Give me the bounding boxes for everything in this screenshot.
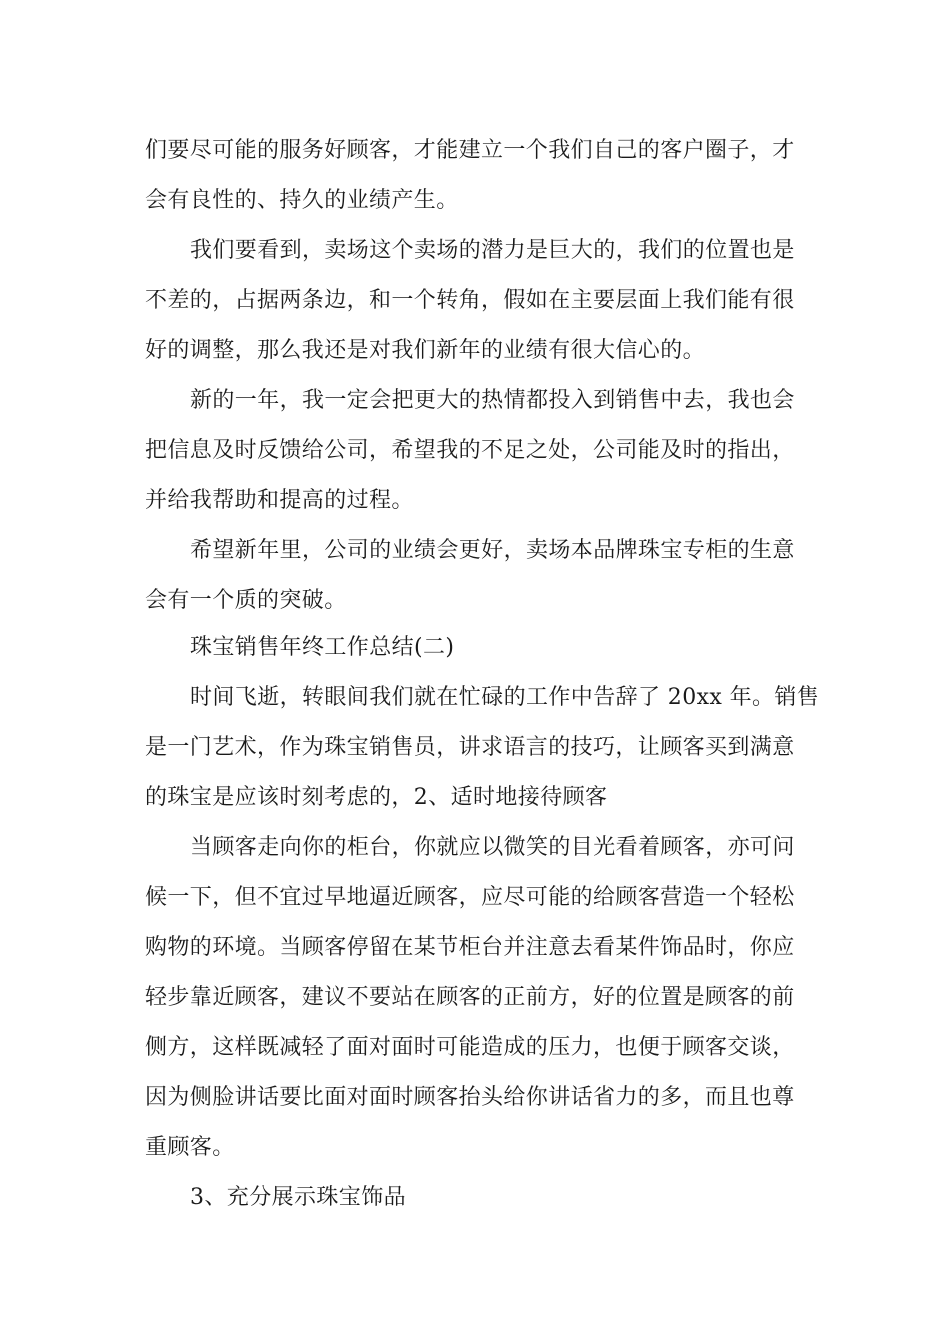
section-heading: 珠宝销售年终工作总结(二) xyxy=(190,635,455,660)
text-line: 购物的环境。当顾客停留在某节柜台并注意去看某件饰品时，你应 xyxy=(145,935,795,960)
text-line: 轻步靠近顾客，建议不要站在顾客的正前方，好的位置是顾客的前 xyxy=(145,985,795,1010)
paragraph-start: 希望新年里，公司的业绩会更好，卖场本品牌珠宝专柜的生意 xyxy=(190,538,795,563)
text-line: 把信息及时反馈给公司，希望我的不足之处，公司能及时的指出， xyxy=(145,438,795,463)
text-line: 不差的，占据两条边，和一个转角，假如在主要层面上我们能有很 xyxy=(145,288,795,313)
section-heading: 3、充分展示珠宝饰品 xyxy=(190,1185,406,1210)
text-line: 好的调整，那么我还是对我们新年的业绩有很大信心的。 xyxy=(145,338,706,363)
text-line: 的珠宝是应该时刻考虑的，2、适时地接待顾客 xyxy=(145,785,608,810)
text-line: 们要尽可能的服务好顾客，才能建立一个我们自己的客户圈子，才 xyxy=(145,138,795,163)
paragraph-start: 新的一年，我一定会把更大的热情都投入到销售中去，我也会 xyxy=(190,388,795,413)
text-line: 会有良性的、持久的业绩产生。 xyxy=(145,188,459,213)
text-line: 重顾客。 xyxy=(145,1135,235,1160)
paragraph-start: 我们要看到，卖场这个卖场的潜力是巨大的，我们的位置也是 xyxy=(190,238,795,263)
text-line: 是一门艺术，作为珠宝销售员，讲求语言的技巧，让顾客买到满意 xyxy=(145,735,795,760)
paragraph-start: 当顾客走向你的柜台，你就应以微笑的目光看着顾客，亦可问 xyxy=(190,835,795,860)
text-line: 会有一个质的突破。 xyxy=(145,588,347,613)
paragraph-start: 时间飞逝，转眼间我们就在忙碌的工作中告辞了 20xx 年。销售 xyxy=(190,685,820,710)
text-line: 并给我帮助和提高的过程。 xyxy=(145,488,414,513)
text-line: 因为侧脸讲话要比面对面时顾客抬头给你讲话省力的多，而且也尊 xyxy=(145,1085,795,1110)
text-line: 候一下，但不宜过早地逼近顾客，应尽可能的给顾客营造一个轻松 xyxy=(145,885,795,910)
text-line: 侧方，这样既减轻了面对面时可能造成的压力，也便于顾客交谈， xyxy=(145,1035,795,1060)
